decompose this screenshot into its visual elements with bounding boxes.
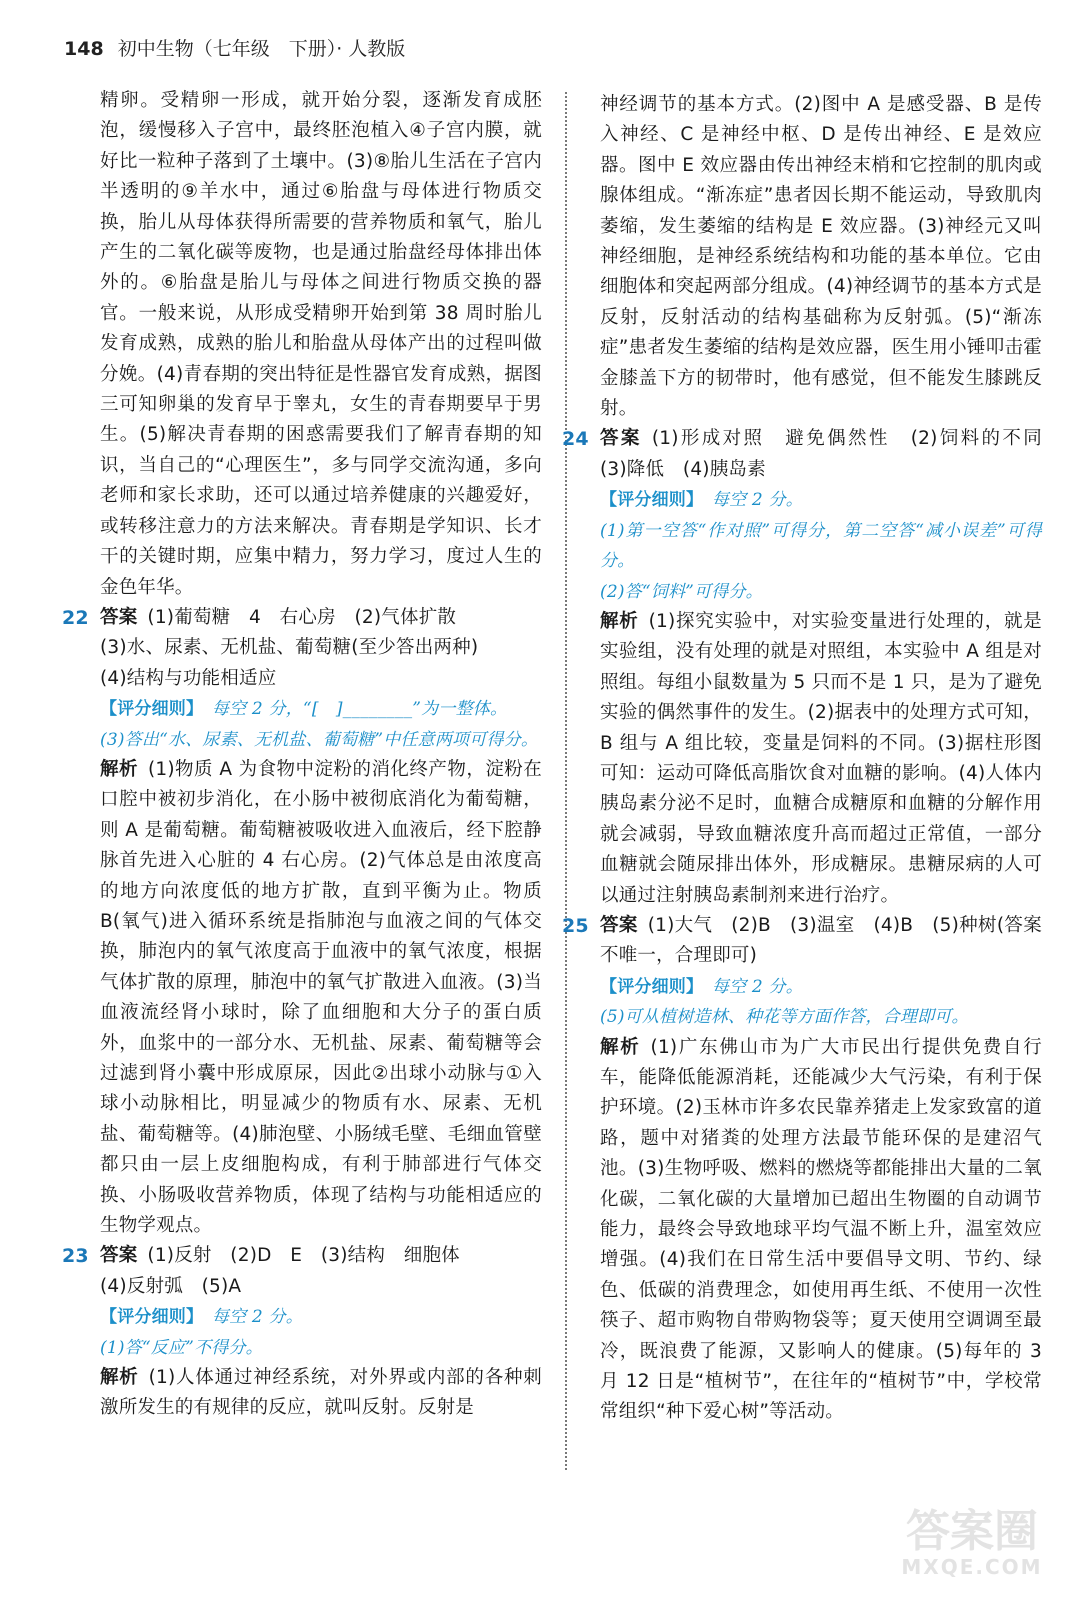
question-25: [562, 911, 1042, 1428]
question-number: 24: [562, 428, 589, 451]
answer-line: [600, 911, 1042, 972]
question-24: [562, 424, 1061, 911]
answer-text: (3)水、尿素、无机盐、葡萄糖(至少答出两种): [100, 637, 479, 659]
analysis-text: (1)人体通过神经系统，对外界或内部的各种刺激所发生的有规律的反应，就叫反射。反射是: [100, 1367, 542, 1419]
analysis-label: 解析: [100, 1367, 139, 1389]
analysis: [600, 1033, 1042, 1428]
answer-text: (1)葡萄糖 4 右心房 (2)气体扩散: [147, 606, 457, 628]
answer-text: (1)大气 (2)B (3)温室 (4)B (5)种树(答案不唯一，合理即可): [600, 914, 1042, 967]
answer-label: 答案: [600, 428, 642, 450]
answer-text: (1)形成对照 避免偶然性 (2)饲料的不同 (3)降低 (4)胰岛素: [600, 428, 1061, 480]
analysis: [600, 607, 1042, 911]
scoring-rule-text: 每空 2 分，“[ ]________”为一整体。: [194, 699, 508, 720]
analysis: [100, 755, 542, 1242]
scoring-rule: [100, 694, 542, 724]
analysis-text: (1)探究实验中，对实验变量进行处理的，就是实验组，没有处理的就是对照组，本实验中 A 组是对照组。每组小鼠数量为 5 只而不是 1 只，是为了避免实验的偶然事件的发生。(2)据表中的处理方式可知，B 组与 A 组比较，变量是饲料的不同。(3)据柱形图可知：运动可降低高脂饮食对血糖的影响。(4)人体内胰岛素分泌不足时，血糖合成糖原和血糖的分解作用就会减弱，导致血糖浓度升高而超过正常值，一部分血糖就会随尿排出体外，形成糖尿。患糖尿病的人可以通过注射胰岛素制剂来进行治疗。: [600, 610, 1042, 906]
answer-text: (4)反射弧 (5)A: [100, 1275, 242, 1297]
answer-line: [600, 424, 1061, 485]
scoring-rule-label: 【评分细则】: [100, 1307, 195, 1328]
answer-label: 答案: [100, 606, 138, 628]
scoring-rule-label: 【评分细则】: [100, 699, 195, 720]
answer-text: (4)结构与功能相适应: [100, 667, 277, 689]
scoring-rule-detail: (1)第一空答“作对照”可得分，第二空答“减小误差”可得分。: [600, 520, 1042, 572]
q21-analysis-continued: 精卵。受精卵一形成，就开始分裂，逐渐发育成胚泡，缓慢移入子宫中，最终胚泡植入④子宫内膜，就好比一粒种子落到了土壤中。(3)⑧胎儿生活在子宫内半透明的⑨羊水中，通过⑥胎盘与母体进行物质交换，胎儿从母体获得所需要的营养物质和氧气，胎儿产生的二氧化碳等废物，也是通过胎盘经母体排出体外的。⑥胎盘是胎儿与母体之间进行物质交换的器官。一般来说，从形成受精卵开始到第 38 周时胎儿发育成熟，成熟的胎儿和胎盘从母体产出的过程叫做分娩。(4)青春期的突出特征是性器官发育成熟，据图三可知卵巢的发育早于睾丸，女生的青春期要早于男生。(5)解决青春期的困惑需要我们了解青春期的知识，当自己的“心理医生”，多与同学交流沟通，多向老师和家长求助，还可以通过培养健康的兴趣爱好，或转移注意力的方法来解决。青春期是学知识、长才干的关键时期，应集中精力，努力学习，度过人生的金色年华。: [100, 90, 542, 598]
analysis-text: (1)物质 A 为食物中淀粉的消化终产物，淀粉在口腔中被初步消化，在小肠中被彻底消化为葡萄糖，则 A 是葡萄糖。葡萄糖被吸收进入血液后，经下腔静脉首先进入心脏的 4 右心房。(2)气体总是由浓度高的地方向浓度低的地方扩散，直到平衡为止。物质 B(氧气)进入循环系统是指肺泡与血液之间的气体交换，肺泡内的氧气浓度高于血液中的氧气浓度，根据气体扩散的原理，肺泡中的氧气扩散进入血液。(3)当血液流经肾小球时，除了血细胞和大分子的蛋白质外，血浆中的一部分水、无机盐、尿素、葡萄糖等会过滤到肾小囊中形成原尿，因此②出球小动脉与①入球小动脉相比，明显减少的物质有水、尿素、无机盐、葡萄糖等。(4)肺泡壁、小肠绒毛壁、毛细血管壁都只由一层上皮细胞构成，有利于肺部进行气体交换、小肠吸收营养物质，体现了结构与功能相适应的生物学观点。: [100, 758, 542, 1237]
analysis: [100, 1363, 542, 1424]
scoring-rule-detail: (2)答“饲料”可得分。: [600, 581, 763, 602]
watermark-main: 答案圈: [906, 1506, 1038, 1557]
scoring-rule: [600, 485, 1042, 515]
question-number: 22: [62, 606, 89, 629]
scoring-rule-detail: (3)答出“水、尿素、无机盐、葡萄糖”中任意两项可得分。: [100, 729, 539, 750]
scoring-rule-label: 【评分细则】: [600, 490, 695, 511]
page-number: 148: [64, 38, 104, 60]
scoring-rule: [100, 1302, 542, 1332]
question-23: [62, 1241, 542, 1423]
scoring-rule-label: 【评分细则】: [600, 976, 695, 997]
q23-analysis-continued: 神经调节的基本方式。(2)图中 A 是感受器、B 是传入神经、C 是神经中枢、D 是传出神经、E 是效应器。图中 E 效应器由传出神经末梢和它控制的肌肉或腺体组成。“渐冻症”患者因长期不能运动，导致肌肉萎缩，发生萎缩的结构是 E 效应器。(3)神经元又叫神经细胞，是神经系统结构和功能的基本单位。它由细胞体和突起两部分组成。(4)神经调节的基本方式是反射，反射活动的结构基础称为反射弧。(5)“渐冻症”患者发生萎缩的结构是效应器，医生用小锤叩击霍金膝盖下方的韧带时，他有感觉，但不能发生膝跳反射。: [600, 94, 1042, 420]
scoring-rule: [600, 972, 1042, 1002]
question-22: [62, 603, 542, 1242]
question-number: 25: [562, 914, 589, 937]
page-header: [64, 34, 405, 61]
answer-line: [100, 603, 542, 633]
answer-label: 答案: [600, 914, 638, 936]
analysis-text: (1)广东佛山市为广大市民出行提供免费自行车，能降低能源消耗，还能减少大气污染，有利于保护环境。(2)玉林市许多农民靠养猪走上发家致富的道路，题中对猪粪的处理方法最节能环保的是建沼气池。(3)生物呼吸、燃料的燃烧等都能排出大量的二氧化碳，二氧化碳的大量增加已超出生物圈的自动调节能力，最终会导致地球平均气温不断上升，温室效应增强。(4)我们在日常生活中要倡导文明、节约、绿色、低碳的消费理念，如使用再生纸、不使用一次性筷子、超市购物自带购物袋等；夏天使用空调调至最冷，既浪费了能源，又影响人的健康。(5)每年的 3 月 12 日是“植树节”，在往年的“植树节”中，学校常常组织“种下爱心树”等活动。: [600, 1036, 1042, 1423]
answer-label: 答案: [100, 1245, 138, 1267]
watermark-sub: MXQE.COM: [901, 1555, 1043, 1579]
scoring-rule-text: 每空 2 分。: [694, 490, 803, 511]
left-column: [62, 86, 542, 1424]
analysis-label: 解析: [600, 1036, 641, 1058]
book-title: 初中生物（七年级 下册）· 人教版: [117, 38, 406, 60]
scoring-rule-text: 每空 2 分。: [694, 976, 803, 997]
answer-line: [100, 1241, 542, 1271]
analysis-label: 解析: [100, 758, 138, 780]
right-column: [562, 90, 1061, 1428]
column-divider: [565, 92, 567, 1470]
question-number: 23: [62, 1245, 89, 1268]
scoring-rule-text: 每空 2 分。: [194, 1307, 303, 1328]
watermark-logo: [872, 1506, 1072, 1590]
scoring-rule-detail: (5)可从植树造林、种花等方面作答，合理即可。: [600, 1007, 969, 1028]
answer-text: (1)反射 (2)D E (3)结构 细胞体: [147, 1245, 460, 1267]
scoring-rule-detail: (1)答“反应”不得分。: [100, 1337, 263, 1358]
analysis-label: 解析: [600, 610, 639, 632]
